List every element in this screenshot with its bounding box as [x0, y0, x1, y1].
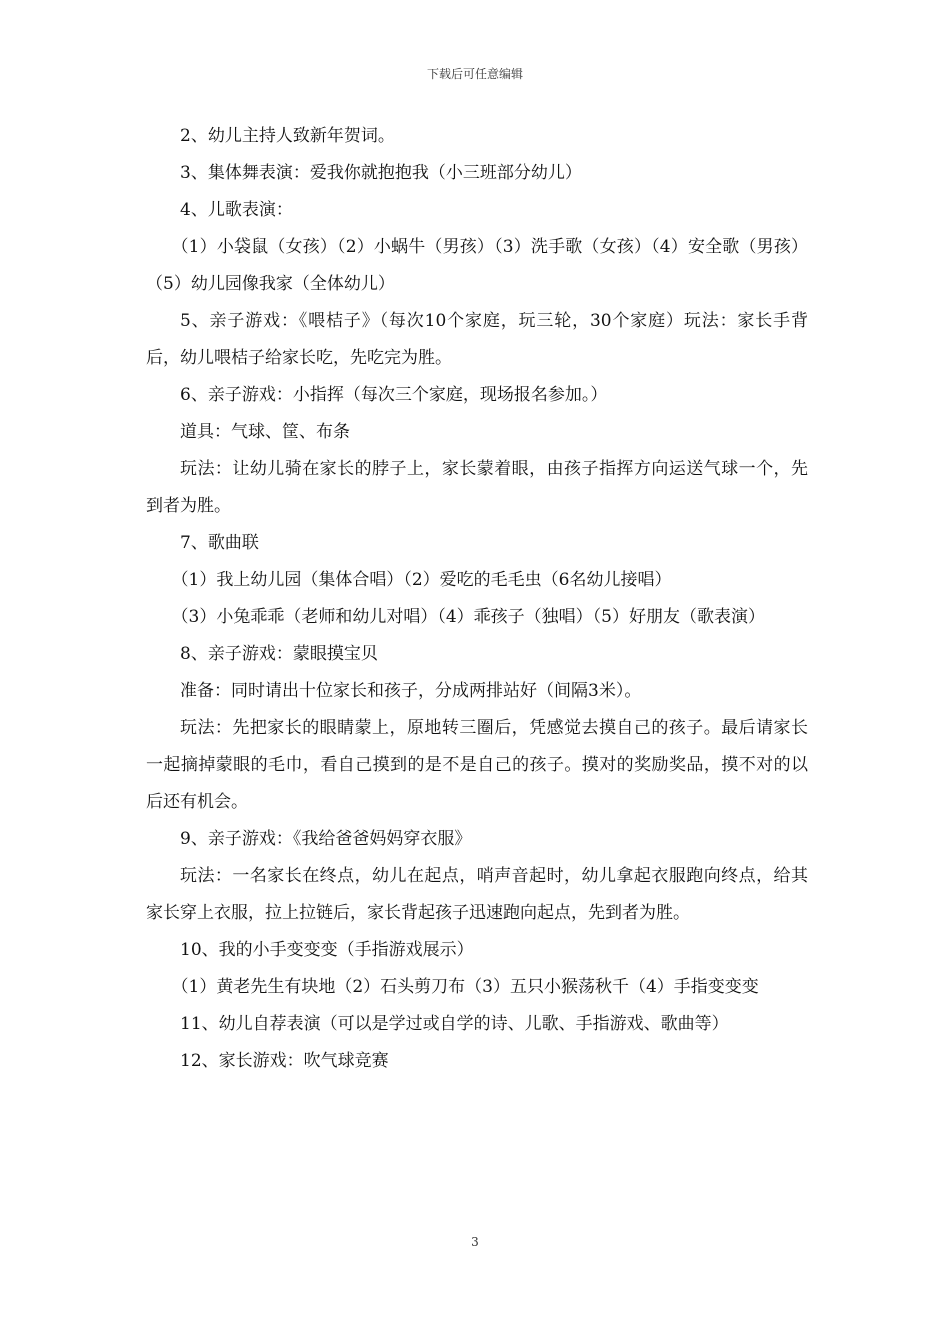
page-header: 下载后可任意编辑	[426, 67, 523, 81]
paragraph-rules-6: 玩法：让幼儿骑在家长的脖子上，家长蒙着眼，由孩子指挥方向运送气球一个，先到者为胜。	[146, 459, 808, 516]
paragraph-song-medley-2: （3）小兔乖乖（老师和幼儿对唱）（4）乖孩子（独唱）（5）好朋友（歌表演）	[171, 607, 765, 627]
paragraph-item-2: 2、幼儿主持人致新年贺词。	[180, 126, 395, 146]
paragraph-item-7: 7、歌曲联	[180, 533, 259, 553]
paragraph-rules-9: 玩法：一名家长在终点，幼儿在起点，哨声音起时，幼儿拿起衣服跑向终点，给其家长穿上衣服，拉上拉链后，家长背起孩子迅速跑向起点，先到者为胜。	[146, 866, 808, 923]
paragraph-item-8: 8、亲子游戏：蒙眼摸宝贝	[180, 644, 378, 664]
paragraph-item-9: 9、亲子游戏：《我给爸爸妈妈穿衣服》	[180, 829, 472, 849]
paragraph-item-11: 11、幼儿自荐表演（可以是学过或自学的诗、儿歌、手指游戏、歌曲等）	[180, 1014, 729, 1034]
paragraph-item-6: 6、亲子游戏：小指挥（每次三个家庭，现场报名参加。）	[180, 385, 608, 405]
paragraph-song-list: （1）小袋鼠（女孩）（2）小蜗牛（男孩）（3）洗手歌（女孩）（4）安全歌（男孩）（5）幼儿园像我家（全体幼儿）	[146, 237, 808, 294]
paragraph-rules-8: 玩法：先把家长的眼睛蒙上，原地转三圈后，凭感觉去摸自己的孩子。最后请家长一起摘掉蒙眼的毛巾，看自己摸到的是不是自己的孩子。摸对的奖励奖品，摸不对的以后还有机会。	[146, 718, 808, 812]
paragraph-item-10: 10、我的小手变变变（手指游戏展示）	[180, 940, 474, 960]
paragraph-item-4: 4、儿歌表演：	[180, 200, 293, 220]
paragraph-item-3: 3、集体舞表演：爱我你就抱抱我（小三班部分幼儿）	[180, 163, 582, 183]
paragraph-preparation: 准备：同时请出十位家长和孩子，分成两排站好（间隔3米）。	[180, 681, 642, 701]
paragraph-item-12: 12、家长游戏：吹气球竞赛	[180, 1051, 389, 1071]
document-body	[146, 118, 808, 1080]
paragraph-props: 道具：气球、筐、布条	[180, 422, 350, 442]
page-number: 3	[471, 1235, 479, 1249]
paragraph-item-5: 5、亲子游戏：《喂桔子》（每次10个家庭，玩三轮，30个家庭）玩法：家长手背后，幼儿喂桔子给家长吃，先吃完为胜。	[146, 311, 808, 368]
paragraph-finger-games: （1）黄老先生有块地（2）石头剪刀布（3）五只小猴荡秋千（4）手指变变变	[171, 977, 759, 997]
paragraph-song-medley-1: （1）我上幼儿园（集体合唱）（2）爱吃的毛毛虫（6名幼儿接唱）	[171, 570, 672, 590]
